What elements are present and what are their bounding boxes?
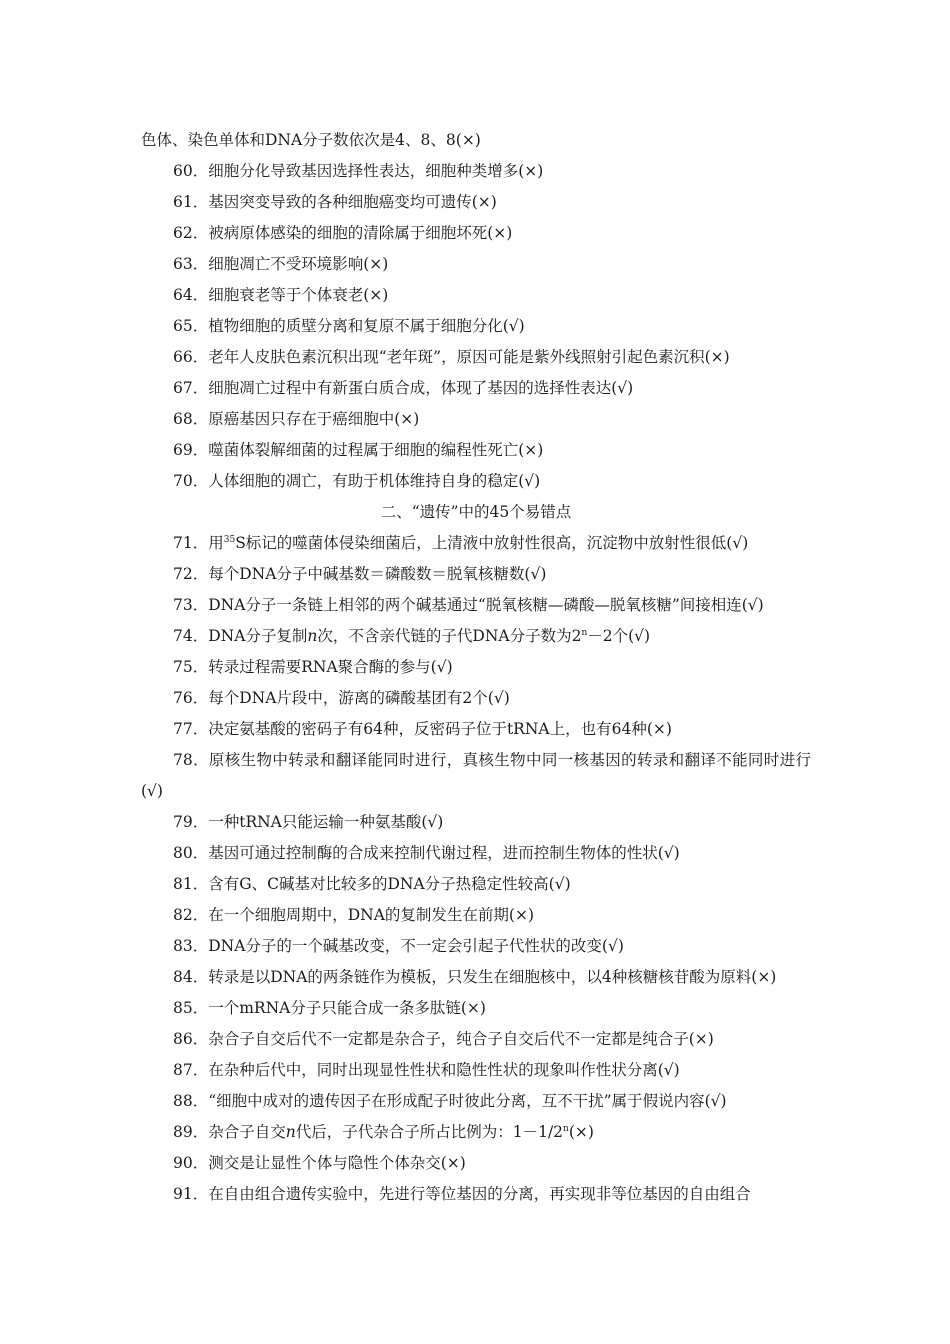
item-67: 67．细胞凋亡过程中有新蛋白质合成，体现了基因的选择性表达(√) (173, 379, 634, 397)
item-66: 66．老年人皮肤色素沉积出现“老年斑”，原因可能是紫外线照射引起色素沉积(×) (173, 348, 730, 366)
item-71-after: S标记的噬菌体侵染细菌后，上清液中放射性很高，沉淀物中放射性很低(√) (235, 534, 749, 552)
item-71 (141, 528, 811, 559)
item-89-after: (×) (568, 1123, 594, 1141)
item-65: 65．植物细胞的质壁分离和复原不属于细胞分化(√) (173, 317, 525, 335)
item-68: 68．原癌基因只存在于癌细胞中(×) (173, 410, 420, 428)
item-89-variable: n (285, 1123, 296, 1141)
item-87: 87．在杂种后代中，同时出现显性性状和隐性性状的现象叫作性状分离(√) (173, 1061, 680, 1079)
item-81: 81．含有G、C碱基对比较多的DNA分子热稳定性较高(√) (173, 875, 571, 893)
item-74-before: 74．DNA分子复制 (173, 627, 308, 645)
item-91: 91．在自由组合遗传实验中，先进行等位基因的分离，再实现非等位基因的自由组合 (173, 1185, 751, 1203)
item-75: 75．转录过程需要RNA聚合酶的参与(√) (173, 658, 453, 676)
item-78: 78．原核生物中转录和翻译能同时进行，真核生物中同一核基因的转录和翻译不能同时进行(√) (141, 751, 811, 800)
item-89 (141, 1117, 811, 1148)
item-82: 82．在一个细胞周期中，DNA的复制发生在前期(×) (173, 906, 534, 924)
item-72: 72．每个DNA分子中碱基数＝磷酸数＝脱氧核糖数(√) (173, 565, 547, 583)
item-62: 62．被病原体感染的细胞的清除属于细胞坏死(×) (173, 224, 513, 242)
item-74-superscript: n (581, 628, 588, 638)
item-61: 61．基因突变导致的各种细胞癌变均可遗传(×) (173, 193, 497, 211)
item-86: 86．杂合子自交后代不一定都是杂合子，纯合子自交后代不一定都是纯合子(×) (173, 1030, 714, 1048)
item-88: 88．“细胞中成对的遗传因子在形成配子时彼此分离，互不干扰”属于假说内容(√) (173, 1092, 727, 1110)
item-60: 60．细胞分化导致基因选择性表达，细胞种类增多(×) (173, 162, 544, 180)
item-80: 80．基因可通过控制酶的合成来控制代谢过程，进而控制生物体的性状(√) (173, 844, 680, 862)
item-76: 76．每个DNA片段中，游离的磷酸基团有2个(√) (173, 689, 510, 707)
item-79: 79．一种tRNA只能运输一种氨基酸(√) (173, 813, 444, 831)
item-90: 90．测交是让显性个体与隐性个体杂交(×) (173, 1154, 466, 1172)
section-heading: 二、“遗传”中的45个易错点 (380, 503, 572, 521)
item-89-middle: 代后，子代杂合子所占比例为：1－1/2 (295, 1123, 564, 1141)
continuation-line: 色体、染色单体和DNA分子数依次是4、8、8(×) (141, 131, 481, 149)
item-70: 70．人体细胞的凋亡，有助于机体维持自身的稳定(√) (173, 472, 541, 490)
item-71-superscript: 35 (223, 535, 236, 545)
item-77: 77．决定氨基酸的密码子有64种，反密码子位于tRNA上，也有64种(×) (173, 720, 672, 738)
item-83: 83．DNA分子的一个碱基改变，不一定会引起子代性状的改变(√) (173, 937, 624, 955)
item-74-middle: 次，不含亲代链的子代DNA分子数为2 (317, 627, 582, 645)
item-64: 64．细胞衰老等于个体衰老(×) (173, 286, 389, 304)
item-89-before: 89．杂合子自交 (173, 1123, 286, 1141)
item-73: 73．DNA分子一条链上相邻的两个碱基通过“脱氧核糖—磷酸—脱氧核糖”间接相连(√) (173, 596, 764, 614)
item-74 (141, 621, 811, 652)
item-74-variable: n (307, 627, 318, 645)
item-69: 69．噬菌体裂解细菌的过程属于细胞的编程性死亡(×) (173, 441, 544, 459)
item-74-after: －2个(√) (587, 627, 651, 645)
item-84: 84．转录是以DNA的两条链作为模板，只发生在细胞核中，以4种核糖核苷酸为原料(×) (173, 968, 777, 986)
item-85: 85．一个mRNA分子只能合成一条多肽链(×) (173, 999, 486, 1017)
item-71-before: 71．用 (173, 534, 224, 552)
document-body (141, 125, 811, 1210)
item-89-superscript: n (563, 1124, 569, 1134)
item-63: 63．细胞凋亡不受环境影响(×) (173, 255, 389, 273)
